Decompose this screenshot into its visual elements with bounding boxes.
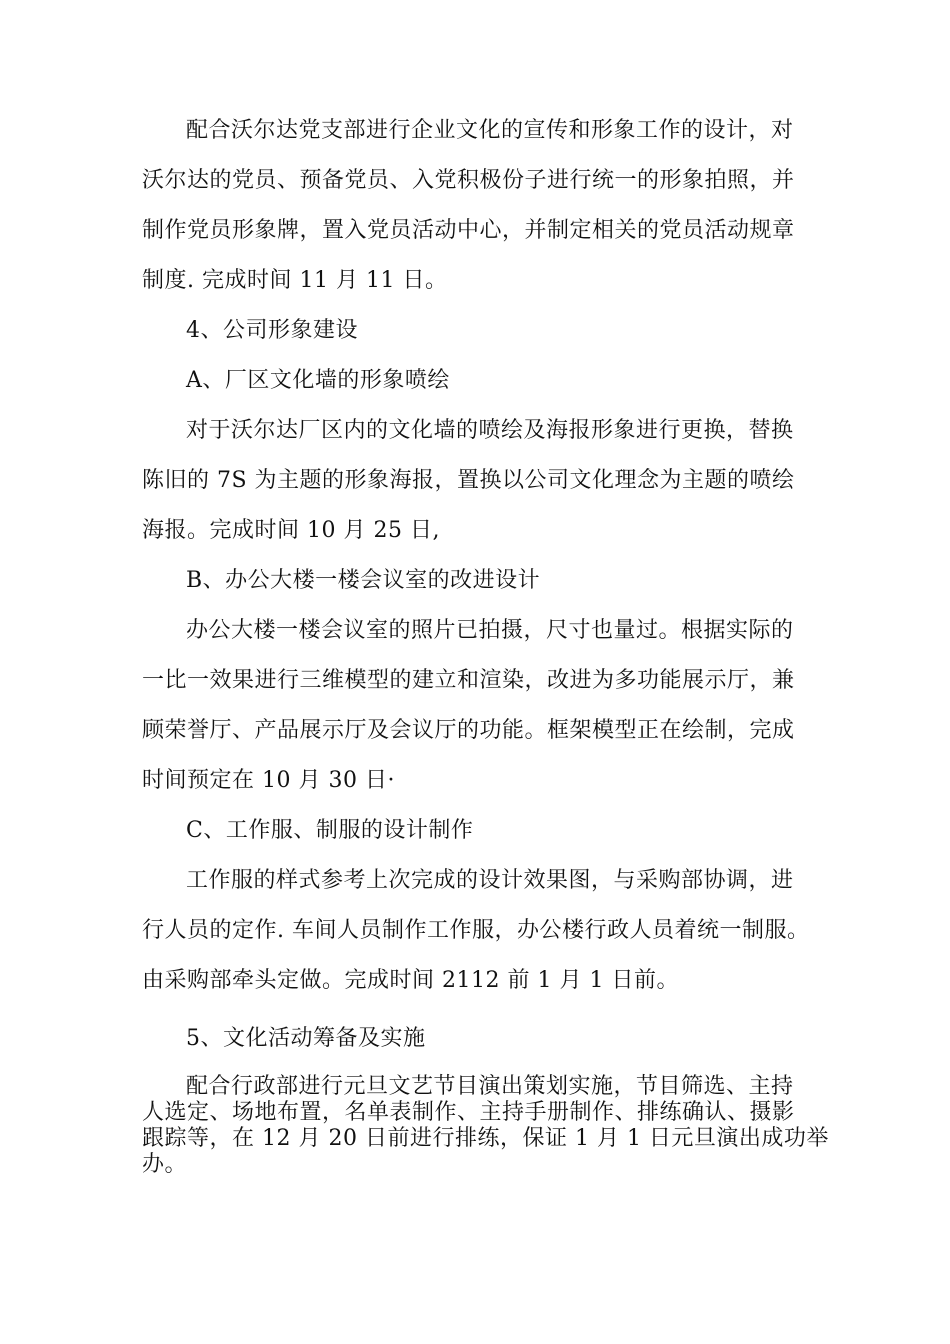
text-line: 办。 — [142, 1152, 188, 1177]
text-line: 由采购部牵头定做。完成时间 2112 前 1 月 1 日前。 — [142, 968, 679, 993]
section-heading-5: 5、文化活动筹备及实施 — [186, 1026, 426, 1051]
document-page — [142, 106, 832, 1178]
subsection-heading-b: B、办公大楼一楼会议室的改进设计 — [186, 568, 541, 593]
text-line: 跟踪等，在 12 月 20 日前进行排练，保证 1 月 1 日元旦演出成功举 — [142, 1126, 829, 1151]
subsection-heading-c: C、工作服、制服的设计制作 — [186, 818, 474, 843]
text-line: 办公大楼一楼会议室的照片已拍摄，尺寸也量过。根据实际的 — [186, 618, 794, 643]
text-line: 顾荣誉厅、产品展示厅及会议厅的功能。框架模型正在绘制，完成 — [142, 718, 795, 743]
text-line: 配合行政部进行元旦文艺节目演出策划实施，节目筛选、主持 — [186, 1074, 794, 1099]
text-line: 对于沃尔达厂区内的文化墙的喷绘及海报形象进行更换，替换 — [186, 418, 794, 443]
section-heading-4: 4、公司形象建设 — [186, 318, 358, 343]
text-line: 行人员的定作. 车间人员制作工作服，办公楼行政人员着统一制服。 — [142, 918, 810, 943]
text-line: 制度. 完成时间 11 月 11 日。 — [142, 268, 448, 293]
text-line: 一比一效果进行三维模型的建立和渲染，改进为多功能展示厅，兼 — [142, 668, 795, 693]
paragraph-party-branch — [142, 106, 832, 306]
paragraph-uniforms — [142, 856, 832, 1006]
text-line: 海报。完成时间 10 月 25 日, — [142, 518, 440, 543]
text-line: 人选定、场地布置，名单表制作、主持手册制作、排练确认、摄影 — [142, 1100, 795, 1125]
text-line: 制作党员形象牌，置入党员活动中心，并制定相关的党员活动规章 — [142, 218, 795, 243]
text-line: 时间预定在 10 月 30 日· — [142, 768, 395, 793]
paragraph-culture-wall — [142, 406, 832, 556]
text-line: 陈旧的 7S 为主题的形象海报，置换以公司文化理念为主题的喷绘 — [142, 468, 795, 493]
text-line: 沃尔达的党员、预备党员、入党积极份子进行统一的形象拍照，并 — [142, 168, 795, 193]
subsection-heading-a: A、厂区文化墙的形象喷绘 — [186, 368, 450, 393]
paragraph-new-year-event — [142, 1074, 832, 1178]
text-line: 工作服的样式参考上次完成的设计效果图，与采购部协调，进 — [186, 868, 794, 893]
text-line: 配合沃尔达党支部进行企业文化的宣传和形象工作的设计，对 — [186, 118, 794, 143]
paragraph-meeting-room — [142, 606, 832, 806]
